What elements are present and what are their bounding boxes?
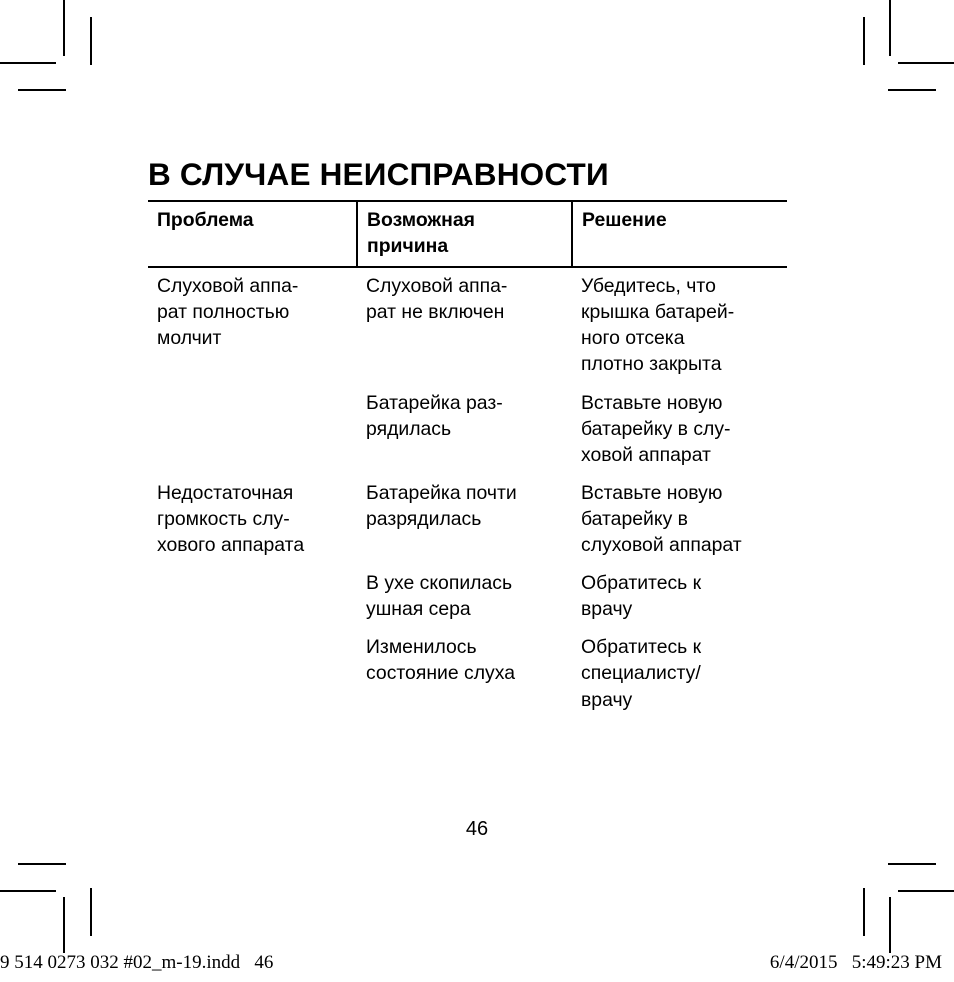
cell-problem-group-2: Недостаточная громкость слу- хового аппарата — [157, 481, 305, 557]
column-header-solution: Решение — [572, 201, 787, 267]
crop-mark-top-right-inner-horizontal — [888, 89, 936, 91]
footer-timestamp: 6/4/2015 5:49:23 PM — [769, 952, 942, 973]
troubleshooting-table — [148, 200, 787, 720]
cell-solution-g1-r2: Вставьте новую батарейку в слу- ховой аппарат — [581, 391, 731, 466]
crop-mark-bottom-right-outer-horizontal — [898, 890, 954, 892]
crop-mark-top-right-outer-vertical — [889, 0, 891, 56]
crop-mark-bottom-right-inner-vertical — [863, 888, 865, 936]
crop-mark-bottom-left-inner-vertical — [90, 888, 92, 936]
table-header-row — [148, 201, 787, 267]
crop-mark-top-left-inner-vertical — [90, 17, 92, 65]
cell-solution-g2-r1: Вставьте новую батарейку в слуховой аппарат — [581, 481, 742, 557]
cell-solution-g1-r1: Убедитесь, что крышка батарей- ного отсека плотно закрыта — [581, 275, 735, 376]
cell-solution-g2-r2: Обратитесь к врачу — [581, 572, 702, 621]
cell-cause-g2-r1: Батарейка почти разрядилась — [366, 481, 517, 530]
crop-mark-bottom-left-outer-vertical — [63, 897, 65, 953]
cell-cause-g2-r3: Изменилось состояние слуха — [366, 636, 516, 685]
crop-mark-bottom-left-inner-horizontal — [18, 863, 66, 865]
crop-mark-bottom-right-outer-vertical — [889, 897, 891, 953]
troubleshooting-table-container — [148, 200, 787, 720]
cell-cause-g1-r2: Батарейка раз- рядилась — [366, 391, 503, 440]
crop-mark-top-right-outer-horizontal — [898, 62, 954, 64]
crop-mark-top-left-outer-vertical — [63, 0, 65, 56]
footer-document-name: 9 514 0273 032 #02_m-19.indd 46 — [0, 952, 274, 973]
cell-cause-g2-r2: В ухе скопилась ушная сера — [366, 572, 513, 621]
table-row — [148, 267, 787, 384]
cell-solution-g2-r3: Обратитесь к специалисту/ врачу — [581, 636, 702, 711]
crop-mark-bottom-right-inner-horizontal — [888, 863, 936, 865]
column-header-problem: Проблема — [148, 201, 357, 267]
crop-mark-top-right-inner-vertical — [863, 17, 865, 65]
column-header-possible-cause: Возможная причина — [357, 201, 572, 267]
crop-mark-top-left-outer-horizontal — [0, 62, 56, 64]
crop-mark-bottom-left-outer-horizontal — [0, 890, 56, 892]
page-number: 46 — [465, 818, 489, 840]
page-title: В СЛУЧАЕ НЕИСПРАВНОСТИ — [148, 156, 609, 193]
cell-cause-g1-r1: Слуховой аппа- рат не включен — [366, 275, 508, 324]
cell-problem-group-1: Слуховой аппа- рат полностью молчит — [157, 275, 299, 350]
crop-mark-top-left-inner-horizontal — [18, 89, 66, 91]
table-row — [148, 475, 787, 565]
